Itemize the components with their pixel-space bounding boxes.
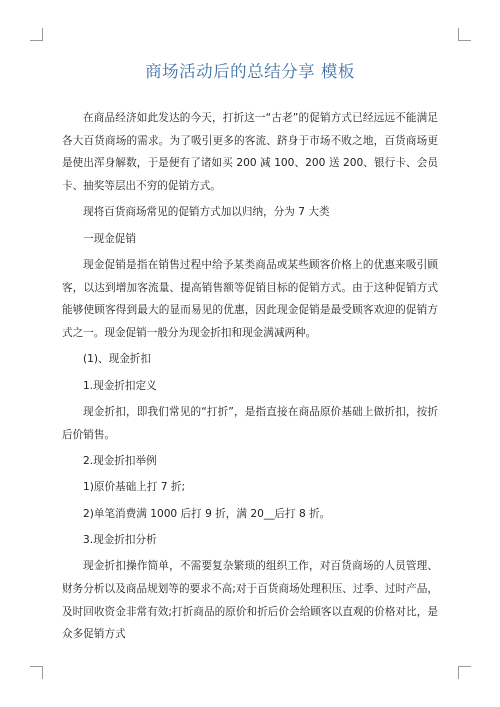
item-heading: 3.现金折扣分析	[83, 534, 157, 547]
paragraph-summary: 现将百货商场常见的促销方式加以归纳，分为 7 大类	[83, 206, 330, 219]
crop-mark-bottom-left	[30, 666, 43, 679]
paragraph-cash-promotion: 现金促销是指在销售过程中给予某类商品或某些顾客价格上的优惠来吸引顾客，以达到增加客流量、提高销售额等促销目标的促销方式。由于这种促销方式能够使顾客得到最大的显而易见的优惠，因此现金促销是最受顾客欢迎的促销方式之一。现金促销一般分为现金折扣和现金满减两种。	[62, 258, 438, 339]
document-body	[62, 107, 438, 650]
document-title: 商场活动后的总结分享 模板	[145, 62, 355, 81]
item-heading: 2.现金折扣举例	[83, 454, 157, 467]
item-heading: 1.现金折扣定义	[83, 379, 157, 392]
paragraph-intro: 在商品经济如此发达的今天，打折这一“古老”的促销方式已经远远不能满足各大百货商场的需求。为了吸引更多的客流、跻身于市场不败之地，百货商场更是使出浑身解数，于是便有了诸如买 200 减 100、200 送 200、银行卡、会员卡、抽奖等层出不穷的促销方式。	[62, 112, 438, 192]
list-item: 2)单笔消费满 1000 后打 9 折，满 20__后打 8 折。	[83, 507, 331, 520]
crop-mark-bottom-right	[458, 666, 471, 679]
paragraph-definition: 现金折扣，即我们常见的“打折”，是指直接在商品原价基础上做折扣，按折后价销售。	[62, 405, 438, 441]
crop-mark-top-right	[458, 28, 471, 41]
crop-mark-top-left	[30, 28, 43, 41]
list-item: 1)原价基础上打 7 折;	[83, 481, 186, 494]
paragraph-analysis: 现金折扣操作简单，不需要复杂繁琐的组织工作，对百货商场的人员管理、财务分析以及商品规划等的要求不高;对于百货商场处理积压、过季、过时产品，及时回收资金非常有效;打折商品的原价和折后价会给顾客以直观的价格对比，是众多促销方式	[62, 560, 438, 641]
subsection-heading: (1)、现金折扣	[83, 353, 151, 366]
section-heading: 一现金促销	[83, 232, 136, 245]
